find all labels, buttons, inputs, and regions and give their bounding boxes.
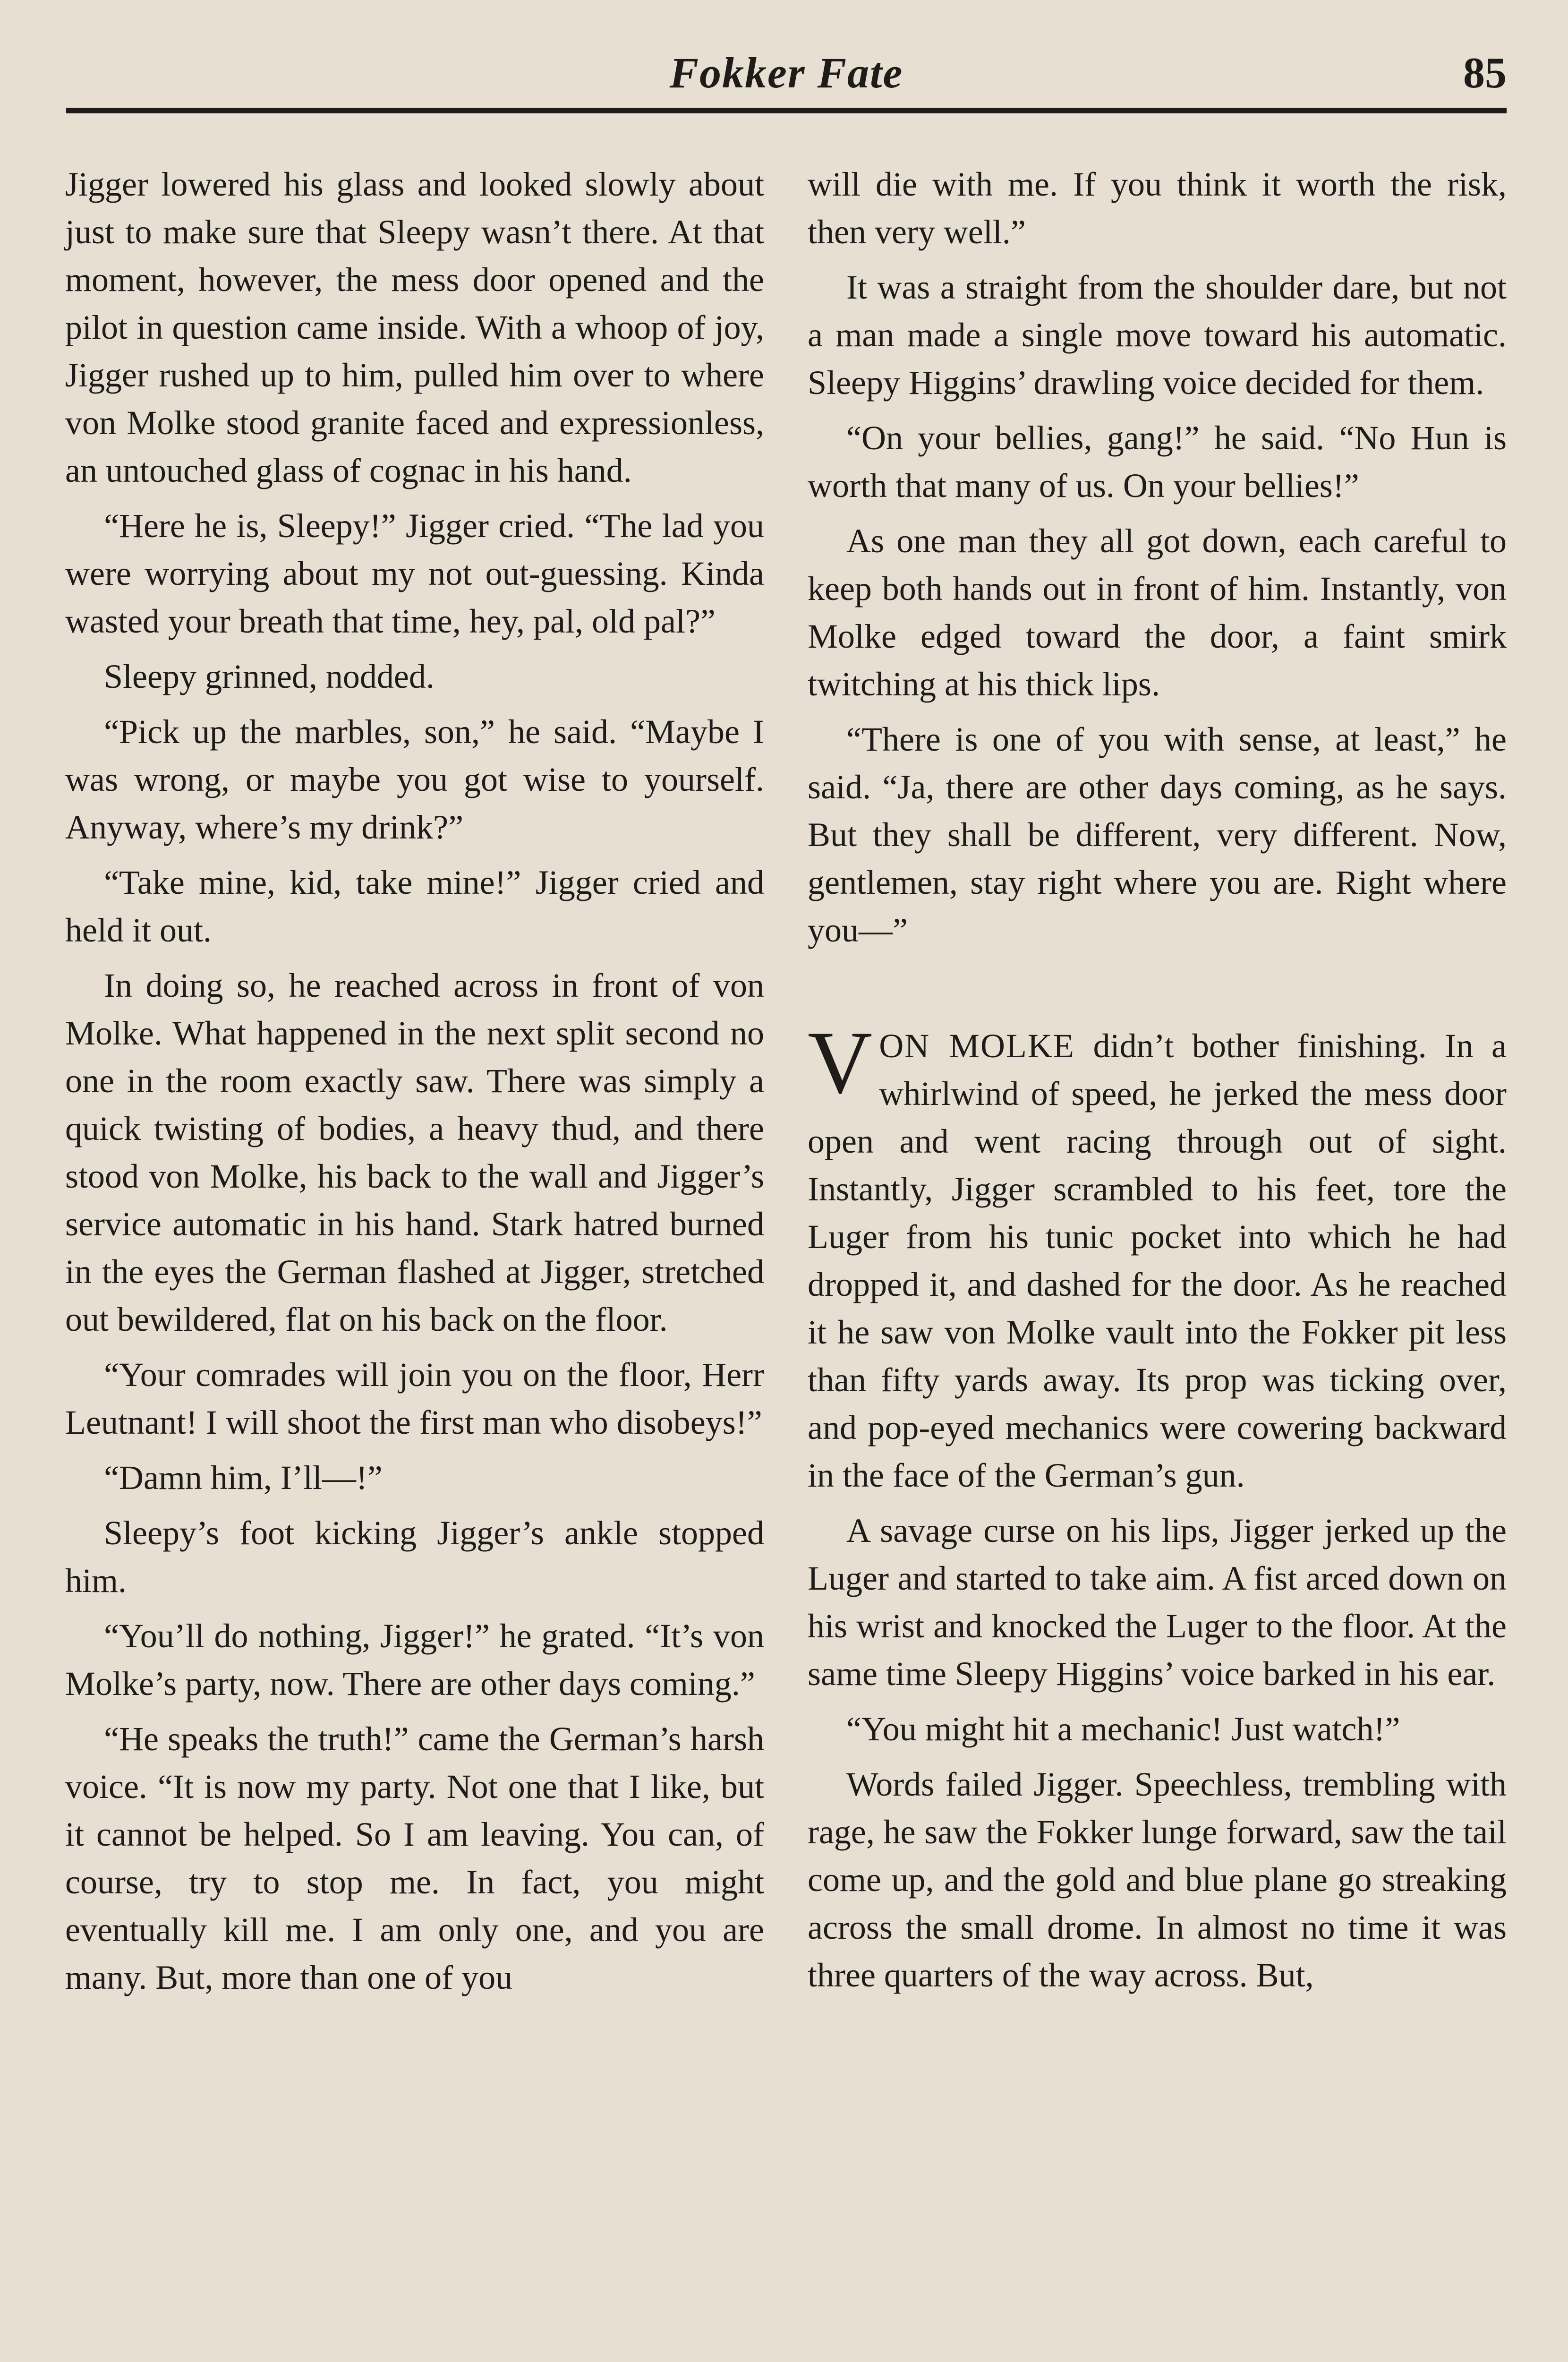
paragraph: “Pick up the marbles, son,” he said. “Maybe I was wrong, or maybe you got wise to yourself. Anyway, where’s my drink?” [65, 713, 764, 846]
paragraph: It was a straight from the shoulder dare, but not a man made a single move toward his automatic. Sleepy Higgins’ drawling voice decided for them. [808, 268, 1507, 402]
paragraph: In doing so, he reached across in front of von Molke. What happened in the next split second no one in the room exactly saw. There was simply a quick twisting of bodies, a heavy thud, and there stood von Molke, his back to the wall and Jigger’s service automatic in his hand. Stark hatred burned in the eyes the German flashed at Jigger, stretched out bewildered, flat on his back on the floor. [65, 967, 764, 1338]
paragraph: Sleepy’s foot kicking Jigger’s ankle stopped him. [65, 1514, 764, 1600]
paragraph: As one man they all got down, each careful to keep both hands out in front of him. Instantly, von Molke edged toward the door, a faint smirk twitching at his thick lips. [808, 522, 1507, 703]
paragraph: “Damn him, I’ll—!” [104, 1459, 383, 1497]
running-header [66, 45, 1507, 106]
paragraph: will die with me. If you think it worth the risk, then very well.” [808, 165, 1507, 251]
paragraph-text: didn’t bother finishing. In a whirlwind of speed, he jerked the mess door open and went racing through out of sight. Instantly, Jigger scrambled to his feet, tore the Luger from his tunic pocket into which he had dropped it, and dashed for the door. As he reached it he saw von Molke vault into the Fokker pit less than fifty yards away. Its prop was ticking over, and pop-eyed mechanics were cowering backward in the face of the German’s gun. [808, 1027, 1507, 1494]
story-title: Fokker Fate [669, 49, 903, 97]
drop-cap: V [808, 1013, 873, 1113]
paragraph: Words failed Jigger. Speechless, trembling with rage, he saw the Fokker lunge forward, saw the tail come up, and the gold and blue plane go streaking across the small drome. In almost no time it was three quarters of the way across. But, [808, 1765, 1507, 1994]
right-column [808, 161, 1507, 2007]
paragraph: Jigger lowered his glass and looked slowly about just to make sure that Sleepy wasn’t there. At that moment, however, the mess door opened and the pilot in question came inside. With a whoop of joy, Jigger rushed up to him, pulled him over to where von Molke stood granite faced and expressionless, an untouched glass of cognac in his hand. [65, 165, 764, 489]
paragraph: “He speaks the truth!” came the German’s harsh voice. “It is now my party. Not one that I like, but it cannot be helped. So I am leaving. You can, of course, try to stop me. In fact, you might eventually kill me. I am only one, and you are many. But, more than one of you [65, 1720, 764, 1996]
paragraph: Sleepy grinned, nodded. [104, 658, 435, 695]
paragraph: A savage curse on his lips, Jigger jerked up the Luger and started to take aim. A fist arced down on his wrist and knocked the Luger to the floor. At the same time Sleepy Higgins’ voice barked in his ear. [808, 1512, 1507, 1693]
paragraph: “Take mine, kid, take mine!” Jigger cried and held it out. [65, 864, 764, 949]
paragraph: “On your bellies, gang!” he said. “No Hun is worth that many of us. On your bellies!” [808, 419, 1507, 505]
section-opening-paragraph [808, 1013, 1507, 1499]
paragraph: “Here he is, Sleepy!” Jigger cried. “The lad you were worrying about my not out-guessing. Kinda wasted your breath that time, hey, pal, old pal?” [65, 507, 764, 640]
paragraph: “Your comrades will join you on the floor, Herr Leutnant! I will shoot the first man who disobeys!” [65, 1356, 764, 1441]
section-break [808, 962, 1507, 1022]
paragraph: “There is one of you with sense, at least,” he said. “Ja, there are other days coming, as he says. But they shall be different, very different. Now, gentlemen, stay right where you are. Right where you—” [808, 720, 1507, 949]
left-column [65, 161, 764, 2009]
lead-in-text: ON MOLKE [879, 1027, 1075, 1065]
paragraph: “You might hit a mechanic! Just watch!” [846, 1710, 1400, 1748]
header-rule [66, 108, 1507, 113]
paragraph: “You’ll do nothing, Jigger!” he grated. “It’s von Molke’s party, now. There are other days coming.” [65, 1617, 764, 1703]
page-number: 85 [1463, 49, 1507, 97]
